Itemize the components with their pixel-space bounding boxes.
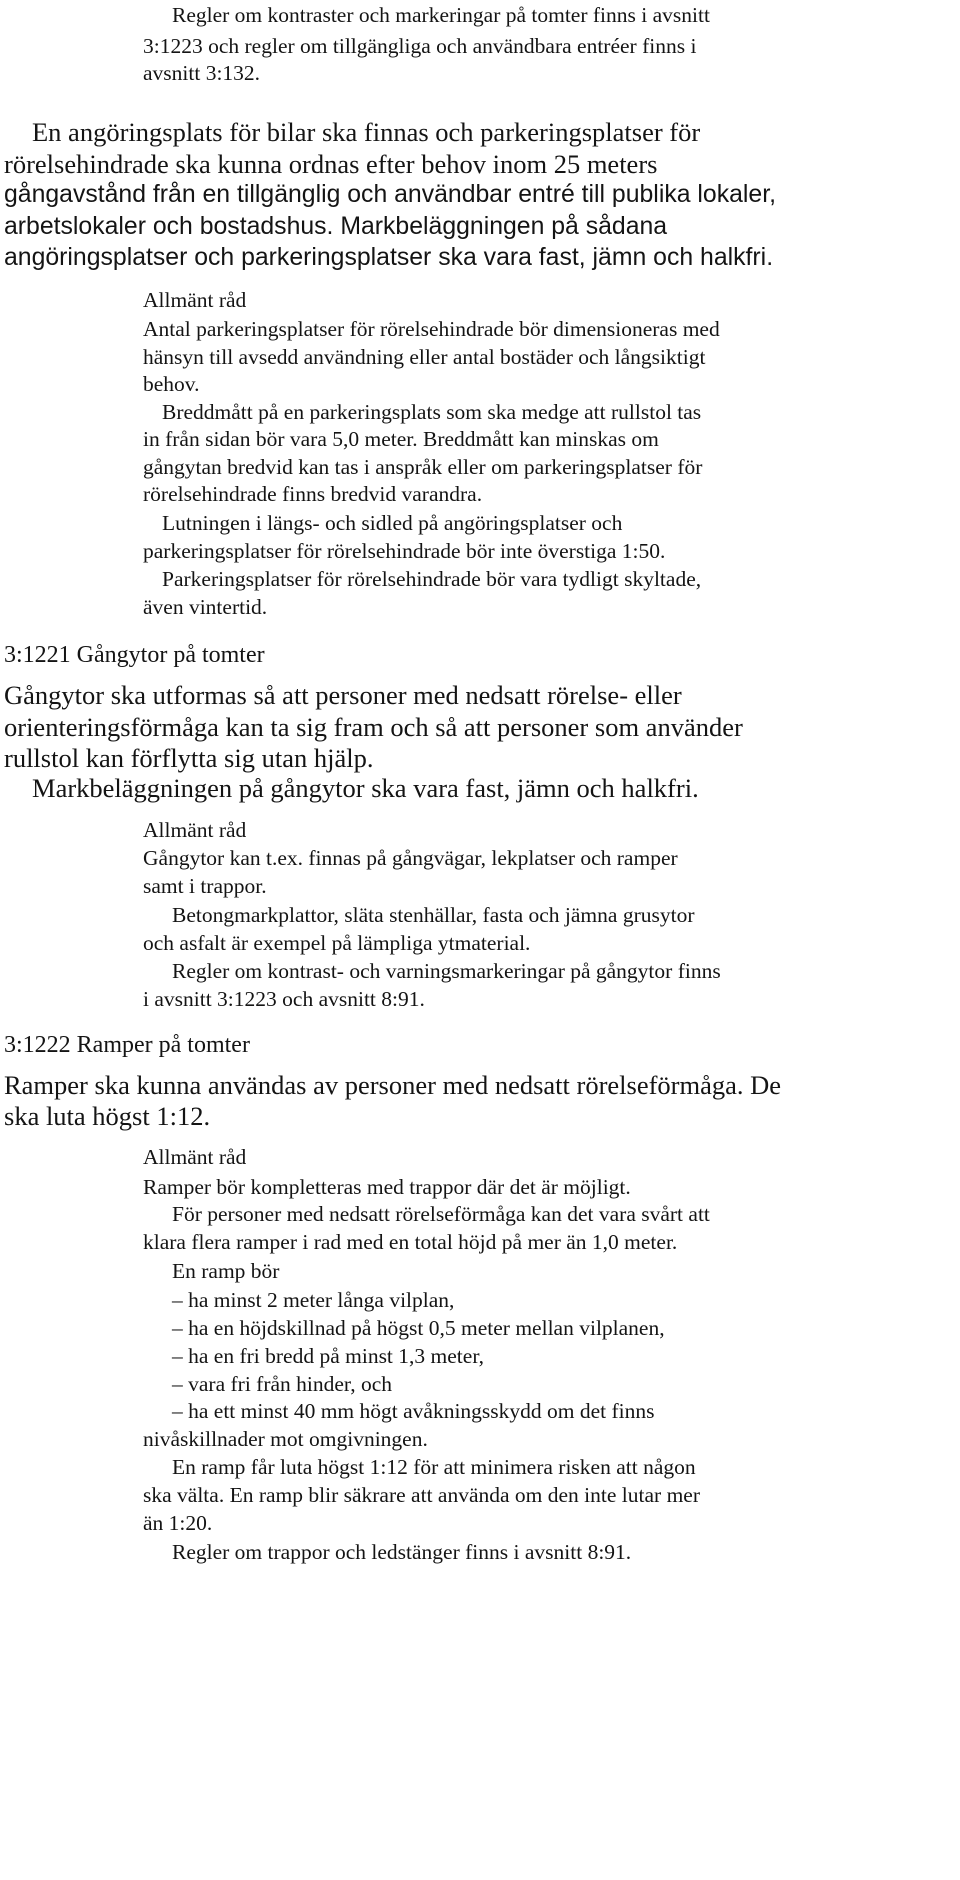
text-line: Regler om kontraster och markeringar på tomter finns i avsnitt <box>172 3 710 27</box>
text-line: in från sidan bör vara 5,0 meter. Breddmått kan minskas om <box>143 427 659 451</box>
text-line: avsnitt 3:132. <box>143 61 261 85</box>
text-line: En angöringsplats för bilar ska finnas och parkeringsplatser för <box>32 117 701 147</box>
text-line: även vintertid. <box>143 595 268 619</box>
text-line: Antal parkeringsplatser för rörelsehindrade bör dimensioneras med <box>143 317 720 341</box>
text-line: samt i trappor. <box>143 874 267 898</box>
text-line: Betongmarkplattor, släta stenhällar, fasta och jämna grusytor <box>172 903 695 927</box>
text-line: rullstol kan förflytta sig utan hjälp. <box>4 743 374 773</box>
text-line: Ramper bör kompletteras med trappor där det är möjligt. <box>143 1175 631 1199</box>
list-item: – ha en fri bredd på minst 1,3 meter, <box>172 1344 484 1368</box>
advice-heading: Allmänt råd <box>143 1145 247 1169</box>
text-line: 3:1223 och regler om tillgängliga och användbara entréer finns i <box>143 34 697 58</box>
text-line: Markbeläggningen på gångytor ska vara fast, jämn och halkfri. <box>32 773 699 803</box>
text-line: hänsyn till avsedd användning eller antal bostäder och långsiktigt <box>143 345 706 369</box>
section-heading: 3:1221 Gångytor på tomter <box>4 642 265 668</box>
text-line: rörelsehindrade ska kunna ordnas efter behov inom 25 meters <box>4 149 658 179</box>
text-line: Ramper ska kunna användas av personer med nedsatt rörelseförmåga. De <box>4 1070 782 1100</box>
text-line: Gångytor kan t.ex. finnas på gångvägar, lekplatser och ramper <box>143 846 678 870</box>
text-line: Lutningen i längs- och sidled på angöringsplatser och <box>162 511 623 535</box>
text-line: än 1:20. <box>143 1511 213 1535</box>
text-line: arbetslokaler och bostadshus. Markbeläggningen på sådana <box>4 213 668 240</box>
text-line: En ramp får luta högst 1:12 för att minimera risken att någon <box>172 1455 696 1479</box>
text-line: rörelsehindrade finns bredvid varandra. <box>143 482 483 506</box>
list-item: – ha minst 2 meter långa vilplan, <box>172 1288 455 1312</box>
text-line: Gångytor ska utformas så att personer med nedsatt rörelse- eller <box>4 680 682 710</box>
text-line: Breddmått på en parkeringsplats som ska medge att rullstol tas <box>162 400 702 424</box>
text-line: En ramp bör <box>172 1259 280 1283</box>
text-line: Regler om trappor och ledstänger finns i avsnitt 8:91. <box>172 1540 632 1564</box>
list-item: – vara fri från hinder, och <box>172 1372 393 1396</box>
text-line: klara flera ramper i rad med en total höjd på mer än 1,0 meter. <box>143 1230 678 1254</box>
advice-heading: Allmänt råd <box>143 818 247 842</box>
list-item: – ha en höjdskillnad på högst 0,5 meter mellan vilplanen, <box>172 1316 665 1340</box>
text-line: angöringsplatser och parkeringsplatser ska vara fast, jämn och halkfri. <box>4 244 774 271</box>
text-line: och asfalt är exempel på lämpliga ytmaterial. <box>143 931 531 955</box>
text-line: behov. <box>143 372 200 396</box>
text-line: gångytan bredvid kan tas i anspråk eller om parkeringsplatser för <box>143 455 703 479</box>
section-heading: 3:1222 Ramper på tomter <box>4 1032 250 1058</box>
text-line: För personer med nedsatt rörelseförmåga kan det vara svårt att <box>172 1202 710 1226</box>
text-line: i avsnitt 3:1223 och avsnitt 8:91. <box>143 987 425 1011</box>
text-line: Regler om kontrast- och varningsmarkeringar på gångytor finns <box>172 959 721 983</box>
text-line: ska luta högst 1:12. <box>4 1101 211 1131</box>
text-line: orienteringsförmåga kan ta sig fram och så att personer som använder <box>4 712 743 742</box>
advice-heading: Allmänt råd <box>143 288 247 312</box>
text-line: parkeringsplatser för rörelsehindrade bör inte överstiga 1:50. <box>143 539 666 563</box>
text-line: ska välta. En ramp blir säkrare att använda om den inte lutar mer <box>143 1483 700 1507</box>
text-line: gångavstånd från en tillgänglig och användbar entré till publika lokaler, <box>4 181 776 208</box>
text-line: nivåskillnader mot omgivningen. <box>143 1427 428 1451</box>
list-item: – ha ett minst 40 mm högt avåkningsskydd om det finns <box>172 1399 655 1423</box>
text-line: Parkeringsplatser för rörelsehindrade bör vara tydligt skyltade, <box>162 567 702 591</box>
